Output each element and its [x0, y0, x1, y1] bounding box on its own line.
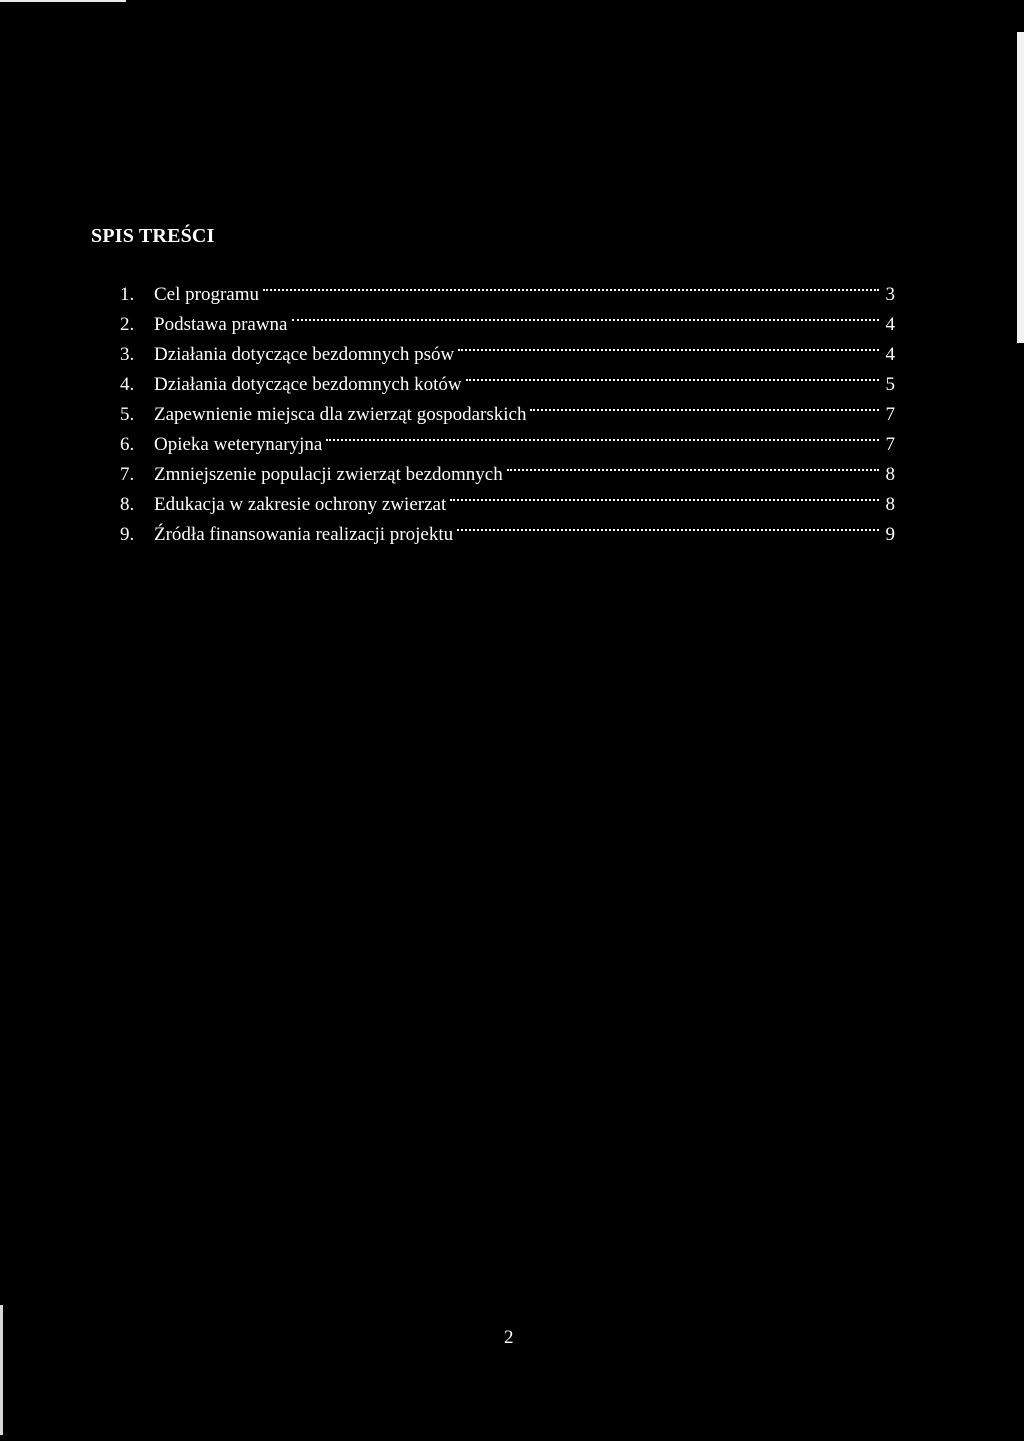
table-of-contents [120, 270, 895, 545]
toc-entry-label: Edukacja w zakresie ochrony zwierzat [154, 494, 447, 515]
toc-entry-page: 3 [885, 284, 895, 305]
toc-entry-label: Zmniejszenie populacji zwierząt bezdomnych [154, 464, 503, 485]
toc-entry-number: 4. [120, 374, 135, 395]
toc-entry [120, 270, 895, 305]
toc-entry-page: 4 [885, 314, 895, 335]
toc-entry-number: 2. [120, 314, 135, 335]
toc-entry-number: 7. [120, 464, 135, 485]
toc-dot-leader [450, 480, 879, 510]
toc-entry-number: 9. [120, 524, 135, 545]
toc-entry-label: Działania dotyczące bezdomnych psów [154, 344, 455, 365]
toc-entry-page: 7 [885, 404, 895, 425]
page-title: SPIS TREŚCI [91, 225, 215, 247]
toc-dot-leader [263, 270, 879, 300]
toc-entry-page: 8 [885, 464, 895, 485]
toc-dot-leader [457, 510, 879, 540]
scan-edge-mark-left [0, 1305, 3, 1435]
toc-entry-page: 9 [885, 524, 895, 545]
toc-dot-leader [458, 330, 879, 360]
toc-entry-page: 7 [885, 434, 895, 455]
toc-entry-number: 3. [120, 344, 135, 365]
toc-dot-leader [326, 420, 879, 450]
toc-entry-number: 1. [120, 284, 135, 305]
toc-entry-number: 8. [120, 494, 135, 515]
toc-entry-label: Cel programu [154, 284, 260, 305]
toc-dot-leader [530, 390, 879, 420]
toc-entry-page: 8 [885, 494, 895, 515]
toc-entry-label: Opieka weterynaryjna [154, 434, 323, 455]
page-number: 2 [504, 1327, 514, 1348]
toc-dot-leader [292, 300, 880, 330]
toc-entry-label: Zapewnienie miejsca dla zwierząt gospodarskich [154, 404, 527, 425]
toc-entry-number: 5. [120, 404, 135, 425]
scan-edge-mark-top [0, 0, 126, 2]
toc-dot-leader [466, 360, 879, 390]
scan-edge-mark-right [1017, 32, 1024, 343]
toc-entry-page: 5 [885, 374, 895, 395]
toc-entry-page: 4 [885, 344, 895, 365]
toc-dot-leader [507, 450, 879, 480]
toc-entry-label: Podstawa prawna [154, 314, 288, 335]
toc-entry-number: 6. [120, 434, 135, 455]
toc-entry-label: Działania dotyczące bezdomnych kotów [154, 374, 462, 395]
toc-entry-label: Źródła finansowania realizacji projektu [154, 524, 454, 545]
